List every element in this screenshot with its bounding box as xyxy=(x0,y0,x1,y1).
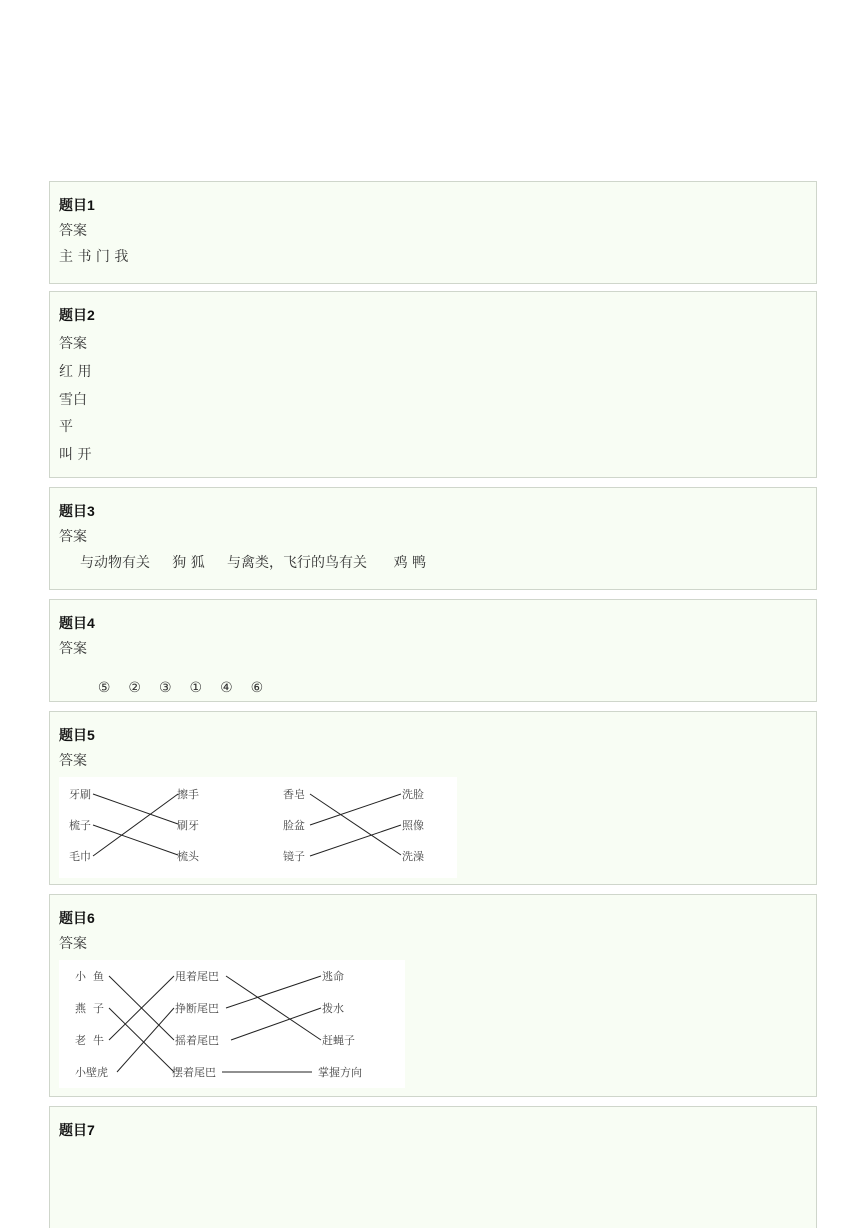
question-card xyxy=(49,1106,817,1228)
question-title: 题目7 xyxy=(59,1122,95,1138)
match-item: 镜子 xyxy=(283,850,305,863)
answer-text: 与动物有关 狗 狐 与禽类，飞行的鸟有关 鸡 鸭 xyxy=(80,555,427,571)
sequence-item: ⑥ xyxy=(250,680,264,696)
match-item: 掌握方向 xyxy=(318,1066,362,1079)
match-item: 挣断尾巴 xyxy=(175,1002,219,1015)
answer-label: 答案 xyxy=(59,936,87,952)
question-title: 题目5 xyxy=(59,727,95,743)
answer-text: 平 xyxy=(59,419,73,435)
question-card xyxy=(49,894,817,1097)
question-title: 题目2 xyxy=(59,307,95,323)
question-title: 题目1 xyxy=(59,197,95,213)
question-title: 题目3 xyxy=(59,503,95,519)
match-item: 燕 子 xyxy=(75,1002,104,1015)
question-card xyxy=(49,487,817,590)
sequence-item: ⑤ xyxy=(97,680,111,696)
question-card xyxy=(49,599,817,702)
match-item: 赶蝇子 xyxy=(322,1034,355,1047)
answer-text: 主 书 门 我 xyxy=(59,249,129,265)
question-title: 题目4 xyxy=(59,615,95,631)
question-card xyxy=(49,291,817,478)
match-item: 小壁虎 xyxy=(75,1066,108,1079)
question-card xyxy=(49,181,817,284)
match-item: 老 牛 xyxy=(75,1034,104,1047)
question-card xyxy=(49,711,817,885)
question-title: 题目6 xyxy=(59,910,95,926)
match-item: 脸盆 xyxy=(283,819,305,832)
answer-text: 雪白 xyxy=(59,392,87,408)
match-item: 拨水 xyxy=(322,1002,344,1015)
match-item: 甩着尾巴 xyxy=(175,970,219,983)
sequence-item: ③ xyxy=(158,680,172,696)
match-item: 摇着尾巴 xyxy=(175,1034,219,1047)
match-item: 毛巾 xyxy=(69,850,91,863)
matching-lines xyxy=(59,777,457,878)
sequence-item: ① xyxy=(189,680,203,696)
match-item: 照像 xyxy=(402,819,424,832)
matching-diagram xyxy=(59,777,457,878)
answer-label: 答案 xyxy=(59,529,87,545)
match-item: 香皂 xyxy=(283,788,305,801)
match-item: 擦手 xyxy=(177,788,199,801)
match-item: 梳子 xyxy=(69,819,91,832)
answer-label: 答案 xyxy=(59,641,87,657)
match-item: 逃命 xyxy=(322,970,344,983)
match-item: 牙刷 xyxy=(69,788,91,801)
answer-text: 红 用 xyxy=(59,364,92,380)
match-item: 摆着尾巴 xyxy=(172,1066,216,1079)
matching-diagram xyxy=(59,960,405,1088)
match-item: 洗脸 xyxy=(402,788,424,801)
match-item: 洗澡 xyxy=(402,850,424,863)
answer-label: 答案 xyxy=(59,753,87,769)
answer-sequence xyxy=(80,664,281,712)
match-item: 小 鱼 xyxy=(75,970,104,983)
match-item: 梳头 xyxy=(177,850,199,863)
match-item: 刷牙 xyxy=(177,819,199,832)
answer-label: 答案 xyxy=(59,223,87,239)
answer-text: 叫 开 xyxy=(59,447,92,463)
sequence-item: ② xyxy=(128,680,141,696)
sequence-item: ④ xyxy=(220,680,233,696)
answer-label: 答案 xyxy=(59,336,87,352)
